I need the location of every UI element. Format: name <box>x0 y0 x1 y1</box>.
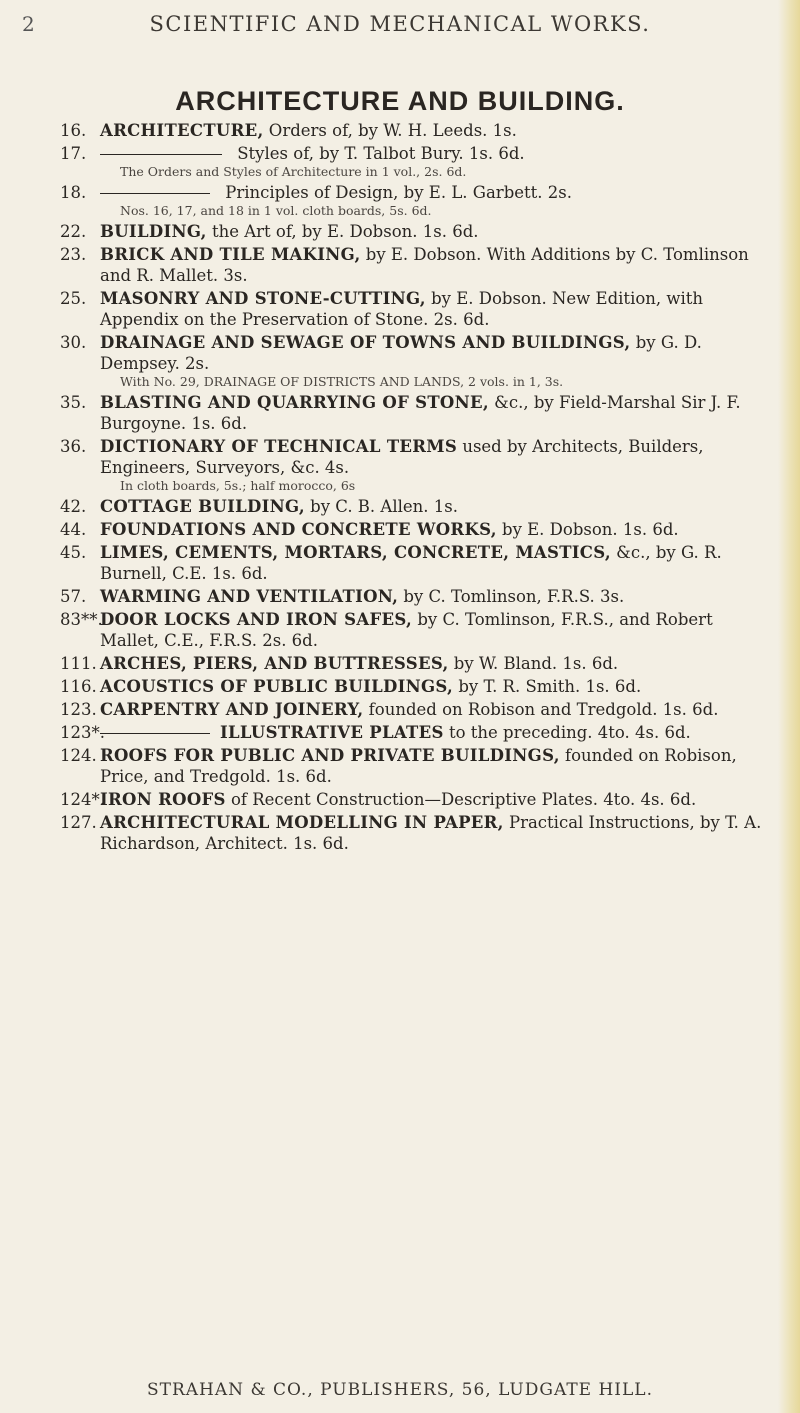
entry-details: by T. R. Smith. 1s. 6d. <box>453 677 642 696</box>
entry-number: 22. <box>60 222 87 241</box>
entry-number: 23. <box>60 245 87 264</box>
entry-number: 30. <box>60 333 87 352</box>
entry-title: ARCHITECTURAL MODELLING IN PAPER, <box>100 813 504 832</box>
catalogue-entry <box>60 332 770 390</box>
entry-details: by E. Dobson. 1s. 6d. <box>496 520 679 539</box>
entry-number: 123*. <box>60 723 105 742</box>
entry-title: ACOUSTICS OF PUBLIC BUILDINGS, <box>100 677 454 696</box>
entry-title: DRAINAGE AND SEWAGE OF TOWNS AND BUILDINGS, <box>100 333 631 352</box>
catalogue-entry <box>60 676 770 697</box>
entry-number: 57. <box>60 587 87 606</box>
entry-title: COTTAGE BUILDING, <box>100 497 305 516</box>
entry-number: 42. <box>60 497 87 516</box>
page-edge <box>778 0 800 1413</box>
entry-note: With No. 29, DRAINAGE OF DISTRICTS AND LANDS, 2 vols. in 1, 3s. <box>120 374 564 389</box>
entry-details: by C. Tomlinson, F.R.S., and Robert Mallet, C.E., F.R.S. 2s. 6d. <box>100 610 713 650</box>
entry-number: 116. <box>60 677 97 696</box>
ditto-rule <box>100 154 222 155</box>
running-title: SCIENTIFIC AND MECHANICAL WORKS. <box>149 12 651 36</box>
catalogue-entry <box>60 653 770 674</box>
catalogue-entry <box>60 143 770 180</box>
entry-title: BRICK AND TILE MAKING, <box>100 245 361 264</box>
entry-title: MASONRY AND STONE-CUTTING, <box>100 289 426 308</box>
entry-details: &c., by G. R. Burnell, C.E. 1s. 6d. <box>100 543 722 583</box>
entry-title: DICTIONARY OF TECHNICAL TERMS <box>100 437 458 456</box>
entry-title: BUILDING, <box>100 222 207 241</box>
entry-title: ARCHES, PIERS, AND BUTTRESSES, <box>100 654 449 673</box>
entry-number: 25. <box>60 289 87 308</box>
entry-details: by G. D. Dempsey. 2s. <box>100 333 702 373</box>
entry-number: 17. <box>60 144 87 163</box>
catalogue-entry <box>60 722 770 743</box>
catalogue-entry <box>60 436 770 494</box>
entry-title: IRON ROOFS <box>100 790 226 809</box>
page-number: 2 <box>22 12 35 36</box>
catalogue-entry <box>60 244 770 286</box>
entry-details: the Art of, by E. Dobson. 1s. 6d. <box>206 222 479 241</box>
catalogue-entry <box>60 699 770 720</box>
entry-number: 16. <box>60 121 87 140</box>
entry-details: &c., by Field-Marshal Sir J. F. Burgoyne. 1s. 6d. <box>100 393 741 433</box>
catalogue-entry <box>60 182 770 219</box>
catalogue-entry <box>60 519 770 540</box>
entry-details: founded on Robison and Tredgold. 1s. 6d. <box>363 700 719 719</box>
entry-details: Principles of Design, by E. L. Garbett. 2s. <box>220 183 572 202</box>
entry-note: In cloth boards, 5s.; half morocco, 6s <box>120 478 356 493</box>
entry-title: DOOR LOCKS AND IRON SAFES, <box>100 610 413 629</box>
entry-number: 35. <box>60 393 87 412</box>
publisher-imprint: STRAHAN & CO., PUBLISHERS, 56, LUDGATE HILL. <box>147 1380 653 1400</box>
entry-title: ARCHITECTURE, <box>100 121 264 140</box>
entry-details: Styles of, by T. Talbot Bury. 1s. 6d. <box>232 144 525 163</box>
ditto-rule <box>100 193 210 194</box>
entry-title: FOUNDATIONS AND CONCRETE WORKS, <box>100 520 497 539</box>
entry-details: by E. Dobson. New Edition, with Appendix on the Preservation of Stone. 2s. 6d. <box>100 289 704 329</box>
entry-details: by C. B. Allen. 1s. <box>304 497 458 516</box>
catalogue-entry <box>60 392 770 434</box>
entry-title: LIMES, CEMENTS, MORTARS, CONCRETE, MASTICS, <box>100 543 611 562</box>
entry-number: 124. <box>60 746 97 765</box>
entry-note: Nos. 16, 17, and 18 in 1 vol. cloth boards, 5s. 6d. <box>120 203 432 218</box>
entry-details: founded on Robison, Price, and Tredgold. 1s. 6d. <box>100 746 737 786</box>
entry-details: Orders of, by W. H. Leeds. 1s. <box>263 121 517 140</box>
entry-title: ILLUSTRATIVE PLATES <box>220 723 444 742</box>
catalogue-entry <box>60 812 770 854</box>
catalogue-entry <box>60 609 770 651</box>
catalogue-entry <box>60 542 770 584</box>
entry-details: used by Architects, Builders, Engineers, Surveyors, &c. 4s. <box>100 437 704 477</box>
catalogue-entry <box>60 120 770 141</box>
entry-details: by E. Dobson. With Additions by C. Tomlinson and R. Mallet. 3s. <box>100 245 749 285</box>
entry-details: by C. Tomlinson, F.R.S. 3s. <box>398 587 625 606</box>
entry-title: WARMING AND VENTILATION, <box>100 587 399 606</box>
ditto-rule <box>100 733 210 734</box>
entry-number: 36. <box>60 437 87 456</box>
entry-title: ROOFS FOR PUBLIC AND PRIVATE BUILDINGS, <box>100 746 560 765</box>
entry-number: 44. <box>60 520 87 539</box>
entry-note: The Orders and Styles of Architecture in 1 vol., 2s. 6d. <box>120 164 467 179</box>
entry-details: of Recent Construction—Descriptive Plates. 4to. 4s. 6d. <box>225 790 697 809</box>
catalogue-entry <box>60 288 770 330</box>
entry-number: 123. <box>60 700 97 719</box>
entry-number: 18. <box>60 183 87 202</box>
entry-details: to the preceding. 4to. 4s. 6d. <box>443 723 691 742</box>
catalogue-entry <box>60 496 770 517</box>
entry-details: by W. Bland. 1s. 6d. <box>448 654 619 673</box>
entry-title: CARPENTRY AND JOINERY, <box>100 700 364 719</box>
entry-number: 45. <box>60 543 87 562</box>
entry-number: 111. <box>60 654 97 673</box>
entry-details: Practical Instructions, by T. A. Richardson, Architect. 1s. 6d. <box>100 813 762 853</box>
catalogue-entry <box>60 745 770 787</box>
entry-number: 124*. <box>60 790 105 809</box>
catalogue-entry <box>60 586 770 607</box>
catalogue-entry <box>60 221 770 242</box>
catalogue-list <box>60 120 770 856</box>
catalogue-entry <box>60 789 770 810</box>
entry-number: 83**. <box>60 610 103 629</box>
entry-number: 127. <box>60 813 97 832</box>
entry-title: BLASTING AND QUARRYING OF STONE, <box>100 393 489 412</box>
section-title: ARCHITECTURE AND BUILDING. <box>175 86 625 116</box>
